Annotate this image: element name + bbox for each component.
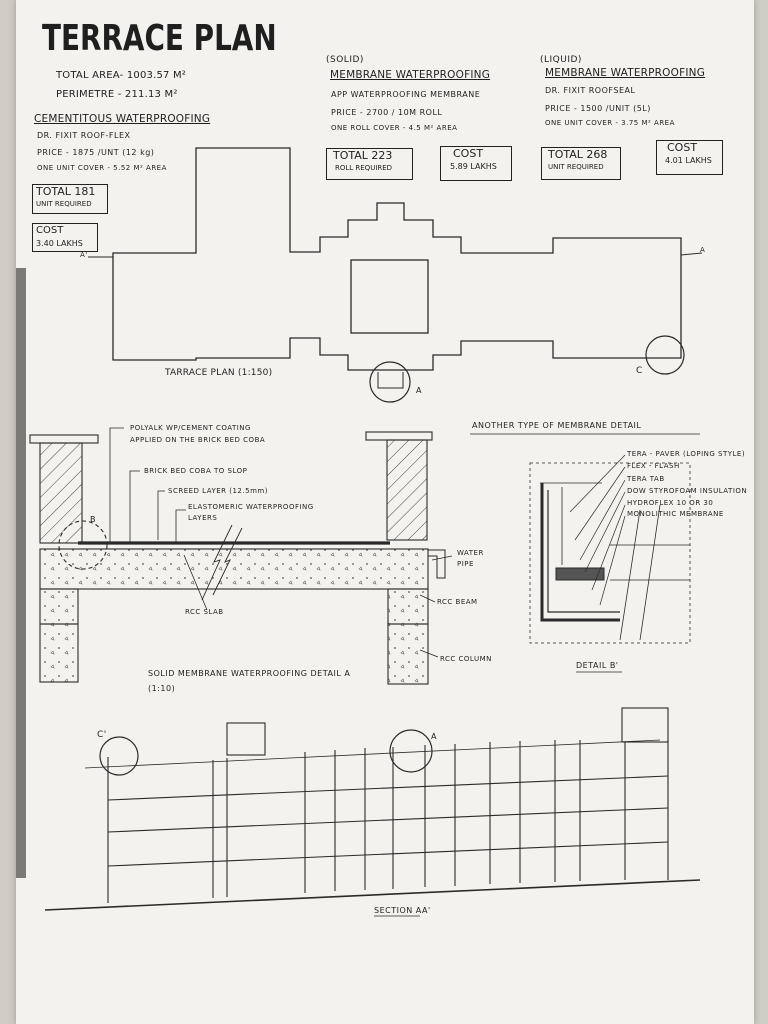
detail-b-layer: FLEX - FLASH (627, 462, 680, 470)
cementitious-price: PRICE - 1875 /UNT (12 kg) (37, 148, 155, 157)
liquid-cost-value: 4.01 LAKHS (665, 156, 712, 165)
detail-b-layer: TERA TAB (627, 475, 665, 483)
liquid-price: PRICE - 1500 /UNIT (5L) (545, 104, 651, 113)
total-area-text: TOTAL AREA- 1003.57 M² (56, 70, 186, 81)
liquid-heading: MEMBRANE WATERPROOFING (545, 67, 706, 79)
solid-cost-label: COST (453, 147, 484, 160)
cementitious-heading: CEMENTITOUS WATERPROOFING (34, 113, 211, 125)
detail-a-beam-label: RCC BEAM (437, 598, 478, 606)
liquid-total-caption: UNIT REQUIRED (548, 163, 604, 171)
liquid-cover: ONE UNIT COVER - 3.75 M² AREA (545, 119, 675, 127)
solid-price: PRICE - 2700 / 10M ROLL (331, 108, 443, 117)
detail-a-caption: SOLID MEMBRANE WATERPROOFING DETAIL A (148, 669, 351, 678)
detail-a-polyalk-label-2: APPLIED ON THE BRICK BED COBA (130, 436, 266, 444)
cementitious-cover: ONE UNIT COVER - 5.52 M² AREA (37, 164, 167, 172)
detail-b-layer: HYDROFLEX 10 OR 30 (627, 499, 714, 507)
detail-b-layer: TERA - PAVER (LOPING STYLE) (627, 450, 746, 458)
section-caption: SECTION AA' (374, 906, 431, 915)
liquid-total-value: TOTAL 268 (548, 148, 608, 161)
cementitious-cost-label: COST (36, 225, 64, 236)
detail-a-column-label: RCC COLUMN (440, 655, 492, 663)
perimeter-text: PERIMETRE - 211.13 M² (56, 89, 178, 100)
detail-a-elasto-label: ELASTOMERIC WATERPROOFING (188, 503, 314, 511)
page-title: TERRACE PLAN (42, 18, 277, 59)
section-marker-a: A (431, 732, 437, 741)
cementitious-product: DR. FIXIT ROOF-FLEX (37, 131, 131, 140)
liquid-cost-label: COST (667, 141, 698, 154)
liquid-tag: (LIQUID) (540, 55, 582, 65)
plan-caption: TARRACE PLAN (1:150) (165, 368, 273, 378)
solid-heading: MEMBRANE WATERPROOFING (330, 69, 491, 81)
plan-marker-a: A (700, 246, 706, 254)
detail-a-pipe-label: PIPE (457, 560, 474, 568)
detail-b-caption: DETAIL B' (576, 661, 619, 670)
plan-marker-c: C (636, 366, 643, 376)
detail-a-screed-label: SCREED LAYER (12.5mm) (168, 487, 268, 495)
detail-b-layer: MONOLITHIC MEMBRANE (627, 510, 724, 518)
section-aa-drawing (45, 708, 700, 916)
detail-a-water-label: WATER (457, 549, 484, 557)
solid-cover: ONE ROLL COVER - 4.5 M² AREA (331, 124, 458, 132)
plan-marker-a-prime: A' (80, 251, 88, 259)
solid-total-caption: ROLL REQUIRED (335, 164, 393, 172)
solid-tag: (SOLID) (326, 55, 364, 65)
detail-a-scale: (1:10) (148, 684, 176, 693)
cementitious-total-value: TOTAL 181 (36, 185, 96, 198)
terrace-plan-outline (88, 148, 702, 402)
cementitious-total-caption: UNIT REQUIRED (36, 200, 92, 208)
solid-cost-value: 5.89 LAKHS (450, 162, 497, 171)
detail-a-elasto-label-2: LAYERS (188, 514, 218, 522)
detail-b-layer: DOW STYROFOAM INSULATION (627, 487, 748, 495)
detail-b-heading: ANOTHER TYPE OF MEMBRANE DETAIL (472, 421, 642, 430)
detail-a-marker-b: B (90, 515, 96, 524)
solid-total-value: TOTAL 223 (333, 149, 393, 162)
cementitious-cost-value: 3.40 LAKHS (36, 239, 83, 248)
solid-product: APP WATERPROOFING MEMBRANE (331, 90, 481, 99)
plan-marker-a-circle: A (416, 386, 422, 395)
liquid-product: DR. FIXIT ROOFSEAL (545, 86, 636, 95)
detail-a-slab-label: RCC SLAB (185, 608, 224, 616)
detail-a-polyalk-label: POLYALK WP/CEMENT COATING (130, 424, 251, 432)
detail-a-brick-label: BRICK BED COBA TO SLOP (144, 467, 248, 475)
section-marker-c-prime: C' (97, 730, 107, 740)
